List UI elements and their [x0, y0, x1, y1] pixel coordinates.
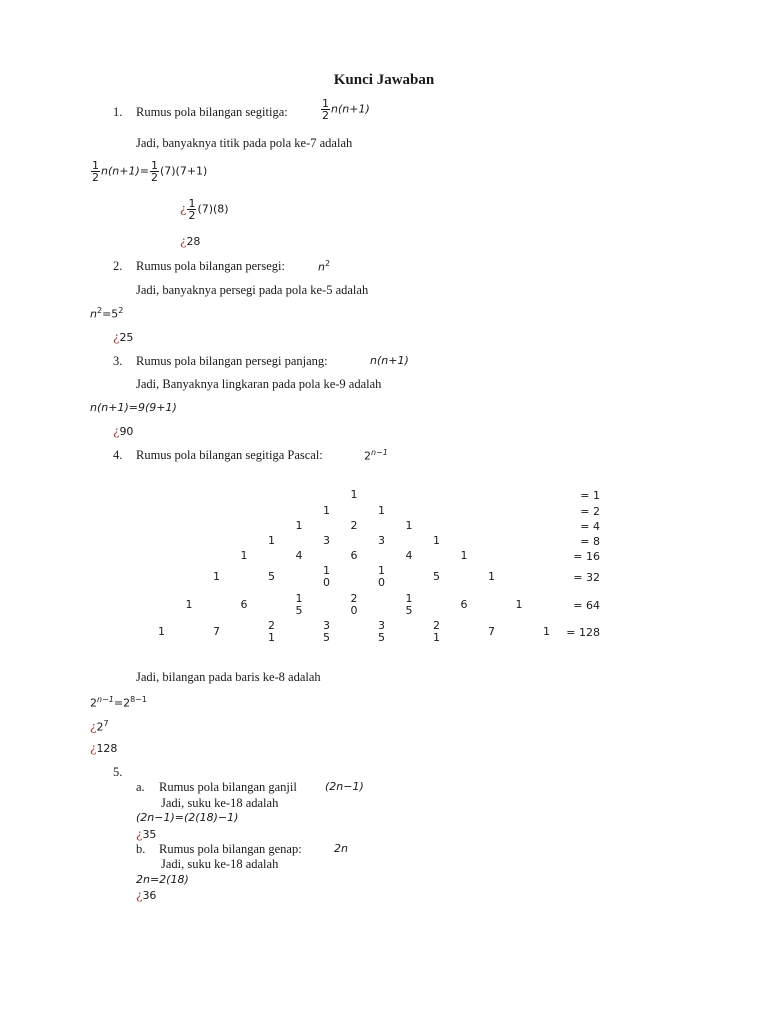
item-number-1: 1.: [113, 105, 123, 119]
question-2-text: Jadi, banyaknya persegi pada pola ke-5 adalah: [136, 283, 369, 297]
inverted-question-mark: ¿: [136, 888, 143, 902]
pascal-entry: 1: [350, 488, 358, 501]
question-5a-result: [136, 828, 156, 840]
question-5b-result: [136, 889, 156, 901]
item-number-2: 2.: [113, 259, 123, 273]
pascal-entry: 3 5: [378, 619, 385, 644]
pascal-entry: 7: [213, 625, 220, 638]
exponent: 2: [118, 306, 124, 315]
question-5b-formula: 2n: [334, 842, 348, 855]
var-n: n: [331, 102, 338, 116]
question-4-label: Rumus pola bilangan segitiga Pascal:: [136, 448, 323, 462]
question-3-label: Rumus pola bilangan persegi panjang:: [136, 354, 328, 368]
pascal-entry: 5: [433, 570, 440, 583]
question-2-result: [113, 331, 133, 343]
pascal-row-total: = 16: [573, 550, 600, 563]
pascal-entry: 3 5: [323, 619, 330, 644]
question-5b-label: Rumus pola bilangan genap:: [159, 842, 302, 856]
question-5a-formula: (2n−1): [325, 780, 364, 793]
result-value: 36: [142, 889, 157, 902]
question-3-result: [113, 425, 133, 437]
exponent: 2: [324, 259, 331, 268]
pascal-entry: 5: [268, 570, 275, 583]
question-1-label: Rumus pola bilangan segitiga:: [136, 105, 288, 119]
pascal-entry: 1: [158, 625, 165, 638]
pascal-entry: 1: [213, 570, 220, 583]
pascal-entry: 1: [185, 598, 193, 611]
pascal-entry: 1: [240, 549, 248, 562]
pascal-row-total: = 1: [580, 489, 600, 502]
question-3-text: Jadi, Banyaknya lingkaran pada pola ke-9 adalah: [136, 377, 382, 391]
question-5a-text: Jadi, suku ke-18 adalah: [161, 796, 279, 810]
step-value: 28: [186, 235, 201, 248]
exponent: n−1: [371, 448, 388, 457]
question-1-equation: [90, 160, 207, 183]
question-1-step-1: [180, 198, 229, 221]
pascal-row-total: = 2: [580, 505, 600, 518]
pascal-entry: 4: [295, 549, 303, 562]
question-3-formula: n(n+1): [370, 354, 409, 367]
pascal-row-total: = 8: [580, 535, 600, 548]
question-5a-label: Rumus pola bilangan ganjil: [159, 780, 297, 794]
pascal-row-total: = 4: [580, 520, 600, 533]
exponent: 7: [103, 719, 109, 728]
question-2-label: Rumus pola bilangan persegi:: [136, 259, 285, 273]
pascal-entry: 1: [405, 519, 413, 532]
pascal-entry: 1: [515, 598, 523, 611]
question-1-text: Jadi, banyaknya titik pada pola ke-7 adalah: [136, 136, 353, 150]
question-4-equation: [90, 696, 147, 709]
pascal-entry: 3: [378, 534, 385, 547]
inverted-question-mark: ¿: [90, 741, 97, 755]
inverted-question-mark: ¿: [136, 827, 143, 841]
pascal-entry: 4: [405, 549, 413, 562]
question-5b-letter: b.: [136, 842, 146, 856]
question-2-formula: [318, 260, 330, 273]
inverted-question-mark: ¿: [180, 234, 187, 248]
frac-num: 1: [188, 197, 196, 210]
question-4-step-2: [90, 742, 117, 754]
pascal-entry: 6: [460, 598, 468, 611]
pascal-row-total: = 32: [573, 571, 600, 584]
pascal-row-total: = 64: [573, 599, 600, 612]
pascal-entry: 1 0: [378, 564, 385, 589]
pascal-entry: 2: [350, 519, 358, 532]
question-4-formula: [364, 449, 388, 462]
equals-sign: =: [113, 696, 124, 710]
inverted-question-mark: ¿: [90, 719, 97, 734]
pascal-entry: 1: [433, 534, 440, 547]
question-1-formula: [320, 98, 370, 121]
question-5b-text: Jadi, suku ke-18 adalah: [161, 857, 279, 871]
pascal-entry: 1 0: [323, 564, 330, 589]
pascal-entry: 2 1: [433, 619, 440, 644]
pascal-entry: 1: [268, 534, 275, 547]
pascal-entry: 7: [488, 625, 495, 638]
exponent: n−1: [97, 695, 114, 704]
frac-num: 1: [92, 159, 99, 172]
pascal-entry: 1: [488, 570, 495, 583]
eq-lhs: n(n+1)=: [101, 164, 149, 178]
question-5b-equation: 2n=2(18): [136, 873, 189, 886]
item-number-3: 3.: [113, 354, 123, 368]
result-value: 128: [96, 742, 118, 755]
var-n: n: [90, 307, 97, 321]
n-plus-1: (n+1): [337, 102, 370, 116]
result-value: 35: [142, 828, 157, 841]
step-value: (7)(8): [197, 202, 229, 216]
eq-rhs: (7)(7+1): [159, 164, 208, 178]
pascal-entry: 1: [378, 504, 385, 517]
frac-den: 2: [188, 209, 196, 222]
exponent: 2: [96, 306, 103, 315]
pascal-entry: 2 1: [268, 619, 275, 644]
inverted-question-mark: ¿: [113, 330, 120, 344]
base-two: 2: [90, 696, 97, 710]
frac-den: 2: [322, 109, 329, 122]
question-5a-letter: a.: [136, 780, 145, 794]
page-title: Kunci Jawaban: [333, 72, 435, 88]
pascal-entry: 6: [350, 549, 358, 562]
base-two: 2: [96, 720, 104, 734]
frac-den: 2: [92, 171, 99, 184]
pascal-entry: 6: [240, 598, 248, 611]
question-1-step-2: [180, 235, 200, 247]
pascal-row-total: = 128: [566, 626, 600, 639]
question-4-step-1: [90, 720, 109, 733]
result-value: 25: [119, 331, 134, 344]
pascal-entry: 2 0: [350, 592, 358, 617]
item-number-5: 5.: [113, 765, 123, 779]
inverted-question-mark: ¿: [113, 424, 120, 438]
frac-den: 2: [150, 171, 158, 184]
pascal-entry: 1 5: [405, 592, 413, 617]
base-two: 2: [123, 696, 131, 710]
pascal-entry: 1 5: [295, 592, 303, 617]
question-3-equation: n(n+1)=9(9+1): [90, 401, 177, 414]
pascal-entry: 1: [543, 625, 550, 638]
question-5a-equation: (2n−1)=(2(18)−1): [136, 811, 239, 824]
eq-rhs: =5: [102, 307, 119, 321]
question-4-text: Jadi, bilangan pada baris ke-8 adalah: [136, 670, 321, 684]
frac-num: 1: [150, 159, 158, 172]
exponent: 8−1: [130, 695, 147, 704]
pascal-entry: 1: [460, 549, 468, 562]
pascal-entry: 1: [295, 519, 303, 532]
base-two: 2: [364, 449, 371, 463]
result-value: 90: [119, 425, 134, 438]
question-2-equation: [90, 307, 123, 320]
pascal-entry: 1: [323, 504, 330, 517]
var-n: n: [318, 260, 325, 274]
frac-num: 1: [322, 97, 329, 110]
pascal-entry: 3: [323, 534, 330, 547]
inverted-question-mark: ¿: [180, 201, 187, 216]
item-number-4: 4.: [113, 448, 123, 462]
